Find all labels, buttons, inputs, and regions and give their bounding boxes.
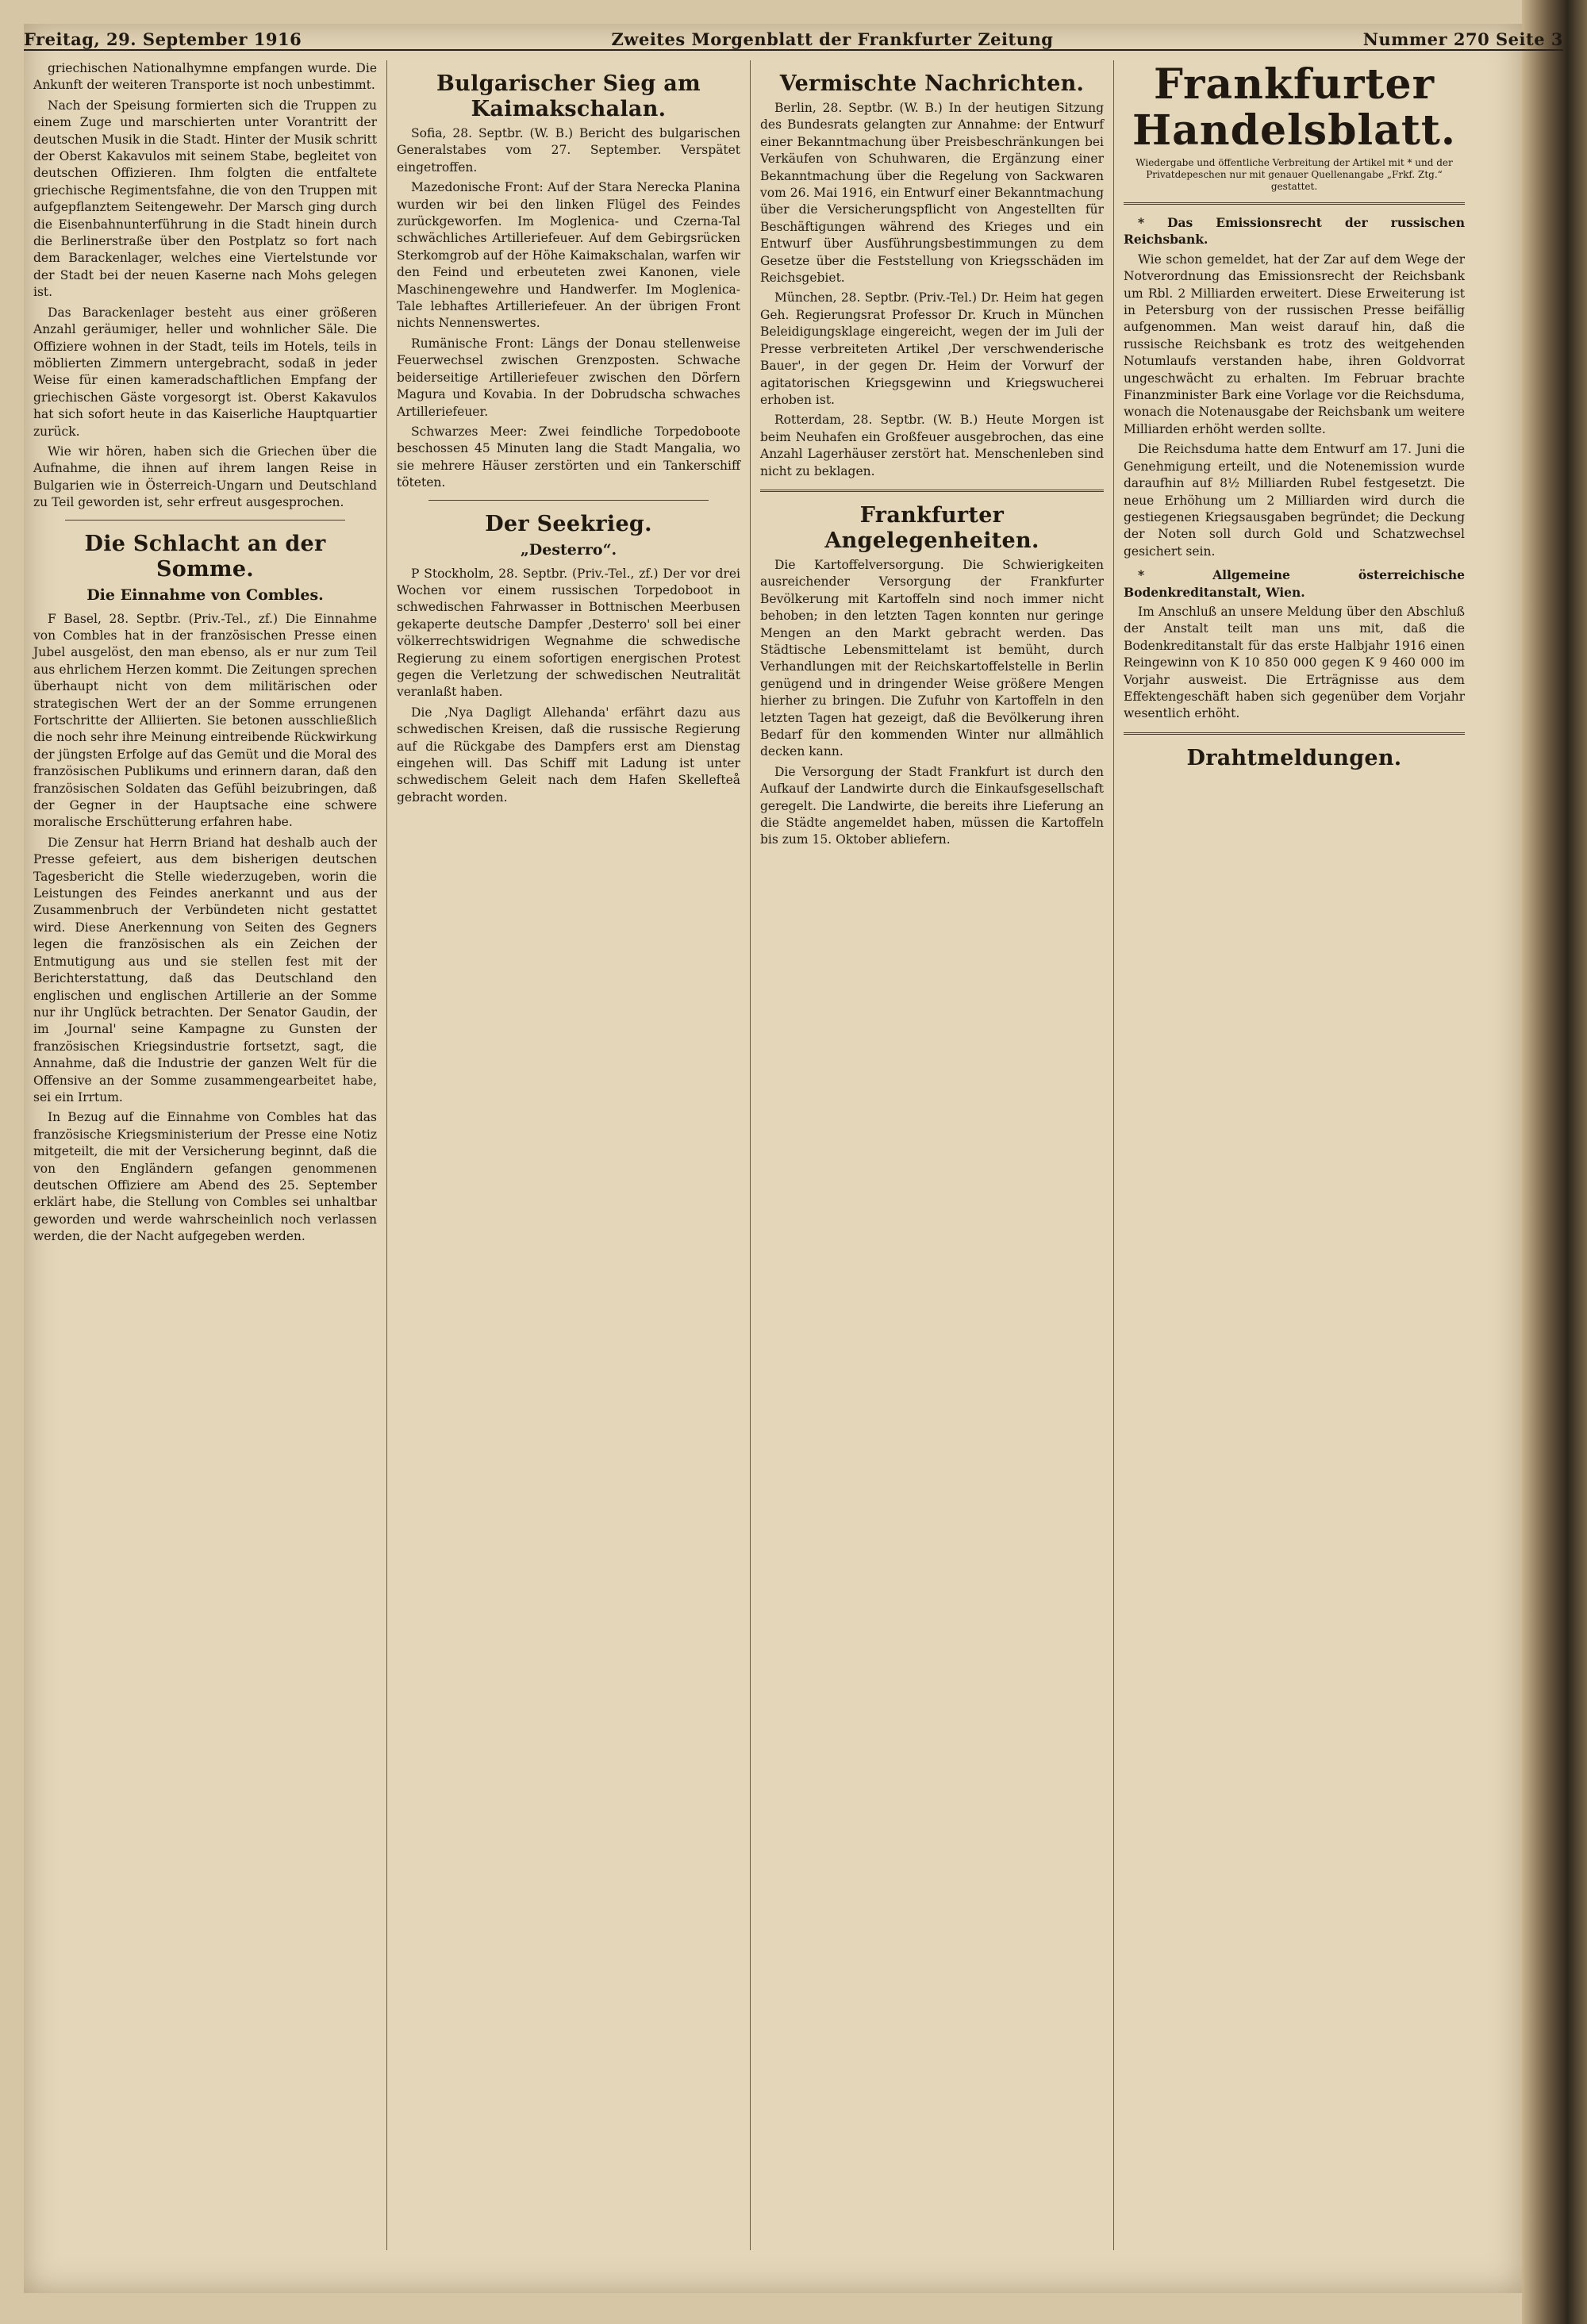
paragraph: Rotterdam, 28. Septbr. (W. B.) Heute Morgen ist beim Neuhafen ein Großfeuer ausgebrochen, das eine Anzahl Lagerhäuser zerstört hat. Menschenleben sind nicht zu beklagen. (760, 413, 1104, 478)
paragraph: F Basel, 28. Septbr. (Priv.-Tel., zf.) Die Einnahme von Combles hat in der französischen Presse einen Jubel ausgelöst, den man ebenso, als er nur zum Teil aus ehrlichem Herzen kommt. Die Zeitungen sprechen überhaupt nicht von dem militärischen oder strategischen Wert der an der Somme errungenen Fortschritte der Alliierten. Sie betonen ausschließlich die noch sehr ihre Meinung eintreibende Rückwirkung der jüngsten Erfolge auf das Gemüt und die Moral des französischen Publikums und erinnern daran, daß den französischen Soldaten das Gefühl beizubringen, daß der Gegner in der Hauptsache eine schwere moralische Erschütterung erfahren habe. (33, 611, 377, 830)
divider (1124, 202, 1465, 205)
article-heading: Frankfurter Angelegenheiten. (824, 502, 1039, 553)
paragraph: P Stockholm, 28. Septbr. (Priv.-Tel., zf.) Der vor drei Wochen vor einem russischen Torpedoboot in schwedischen Fahrwasser in Bottnischen Meerbusen gekaperte deutsche Dampfer ‚Desterro' soll bei einer völkerrechtswidrigen Wegnahme die schwedische Regierung zu einem sofortigen energischen Protest gegen die Verletzung der schwedischen Neutralität veranlaßt haben. (397, 566, 740, 700)
column-grid (24, 60, 1474, 2250)
running-header (24, 22, 1563, 51)
paragraph: Die ‚Nya Dagligt Allehanda' erfährt dazu aus schwedischen Kreisen, daß die russische Regierung auf die Rückgabe des Dampfers erst am Dienstag eingehen will. Das Schiff mit Ladung ist unter schwedischem Geleit nach dem Hafen Skellefteå gebracht worden. (397, 705, 740, 805)
paragraph: Die Kartoffelversorgung. Die Schwierigkeiten ausreichender Versorgung der Frankfurter Bevölkerung mit Kartoffeln sind noch immer nicht behoben; in den letzten Tagen konnten nur geringe Mengen an den Markt gebracht werden. Das Städtische Lebensmittelamt ist bemüht, durch Verhandlungen mit der Reichskartoffelstelle in Berlin genügend und in dringender Weise größere Mengen hierher zu bringen. Die Zufuhr von Kartoffeln in den letzten Tagen hat gezeigt, daß die Bevölkerung ihren Bedarf für den kommenden Winter nur allmählich decken kann. (760, 557, 1104, 759)
article-heading: * Allgemeine österreichische Bodenkreditanstalt, Wien. (1124, 567, 1465, 600)
column-1 (24, 60, 387, 2250)
paragraph: Rumänische Front: Längs der Donau stellenweise Feuerwechsel zwischen Grenzposten. Schwache beiderseitige Artilleriefeuer zwischen den Dörfern Magura und Kovabia. In der Dobrudscha schwaches Artilleriefeuer. (397, 336, 740, 419)
article-heading: * Das Emissionsrecht der russischen Reichsbank. (1124, 215, 1465, 248)
book-binding-gutter (1522, 0, 1587, 2324)
article-heading: Vermischte Nachrichten. (779, 71, 1085, 96)
paragraph: Im Anschluß an unsere Meldung über den Abschluß der Anstalt teilt man uns mit, daß die Bodenkreditanstalt für das erste Halbjahr 1916 einen Reingewinn von K 10 850 000 gegen K 9 460 000 im Vorjahr ausweist. Die Erträgnisse aus dem Effektengeschäft haben sich gegenüber dem Vorjahr wesentlich erhöht. (1124, 604, 1465, 721)
section-masthead: Frankfurter Handelsblatt. (1132, 60, 1457, 155)
article-subheading: Die Einnahme von Combles. (86, 586, 324, 604)
paragraph: München, 28. Septbr. (Priv.-Tel.) Dr. Heim hat gegen Geh. Regierungsrat Professor Dr. Kruch in München Beleidigungsklage eingereicht, wegen der im Juli der Presse verbreiteten Artikel ‚Der verschwenderische Bauer', in der gegen Dr. Heim der Vorwurf der agitatorischen Kriegsgewinn und Kriegswucherei erhoben ist. (760, 290, 1104, 407)
paragraph: Wie schon gemeldet, hat der Zar auf dem Wege der Notverordnung das Emissionsrecht der Reichsbank um Rbl. 2 Milliarden erweitert. Diese Erweiterung ist in Petersburg von der russischen Presse beifällig aufgenommen. Man weist darauf hin, daß die russische Reichsbank es trotz des weitgehenden Notumlaufs verstanden habe, ihren Goldvorrat ungeschwächt zu erhalten. Im Februar brachte Finanzminister Bark eine Vorlage vor die Reichsduma, wonach die Notenausgabe der Reichsbank um weitere Milliarden erhöht werden sollte. (1124, 252, 1465, 436)
paragraph: In Bezug auf die Einnahme von Combles hat das französische Kriegsministerium der Presse eine Notiz mitgeteilt, die mit der Versicherung beginnt, daß die von den Engländern gefangen genommenen deutschen Offiziere am Abend des 25. September erklärt habe, die Stellung von Combles sei unhaltbar geworden und werde wahrscheinlich noch verlassen werden, die der Nacht aufgegeben werden. (33, 1110, 377, 1244)
column-3 (751, 60, 1114, 2250)
divider (760, 490, 1104, 492)
paragraph: griechischen Nationalhymne empfangen wurde. Die Ankunft der weiteren Transporte ist noch unbestimmt. (33, 61, 377, 93)
header-page-number: Nummer 270 Seite 3 (1362, 29, 1563, 49)
column-4 (1114, 60, 1474, 2250)
header-title: Zweites Morgenblatt der Frankfurter Zeitung (611, 29, 1054, 49)
column-2 (387, 60, 751, 2250)
paragraph: Sofia, 28. Septbr. (W. B.) Bericht des bulgarischen Generalstabes vom 27. September. Verspätet eingetroffen. (397, 126, 740, 175)
paragraph: Die Versorgung der Stadt Frankfurt ist durch den Aufkauf der Landwirte durch die Einkaufsgesellschaft geregelt. Die Landwirte, die bereits ihre Lieferung an die Städte angemeldet haben, müssen die Kartoffeln bis zum 15. Oktober abliefern. (760, 764, 1104, 847)
paragraph: Das Barackenlager besteht aus einer größeren Anzahl geräumiger, heller und wohnlicher Säle. Die Offiziere wohnen in der Stadt, teils im Hotels, teils in möblierten Zimmern untergebracht, sodaß in jeder Weise für einen kameradschaftlichen Empfang der griechischen Gäste vorgesorgt ist. Oberst Kakavulos hat sich sofort heute in das Kaiserliche Hauptquartier zurück. (33, 305, 377, 439)
paragraph: Berlin, 28. Septbr. (W. B.) In der heutigen Sitzung des Bundesrats gelangten zur Annahme: der Entwurf einer Bekanntmachung über Preisbeschränkungen bei Verkäufen von Schuhwaren, die Ergänzung einer Bekanntmachung über die Regelung von Sackwaren vom 26. Mai 1916, ein Entwurf einer Bekanntmachung über die Versicherungspflicht von Angestellten für Beschäftigungen während des Krieges und ein Entwurf über Ausführungsbestimmungen zu dem Gesetze über die Feststellung von Kriegsschäden im Reichsgebiet. (760, 101, 1104, 286)
article-subheading: „Desterro“. (520, 540, 617, 559)
divider (1124, 732, 1465, 735)
article-heading: Der Seekrieg. (485, 511, 652, 536)
paragraph: Nach der Speisung formierten sich die Truppen zu einem Zuge und marschierten unter Vorantritt der deutschen Musik in die Stadt. Hinter der Musik schritt der Oberst Kakavulos mit seinem Stabe, begleitet von deutschen Offizieren. Ihm folgten die entfaltete griechische Regimentsfahne, die von den Truppen mit aufgepflanztem Seitengewehr. Der Marsch ging durch die Eisenbahnunterführung in die Stadt hinein durch die Berlinerstraße über den Postplatz so fort nach dem Barackenlager, welches eine Viertelstunde vor der Stadt bei der neuen Kaserne nach Mohs gelegen ist. (33, 98, 377, 300)
article-heading: Die Schlacht an der Somme. (84, 531, 326, 582)
article-heading: Bulgarischer Sieg am Kaimakschalan. (436, 71, 701, 121)
paragraph: Die Reichsduma hatte dem Entwurf am 17. Juni die Genehmigung erteilt, und die Notenemission wurde daraufhin auf 8½ Milliarden Rubel festgesetzt. Die neue Erhöhung um 2 Milliarden wird durch die gestiegenen Kriegsausgaben begründet; die Deckung der Noten soll durch Gold und Schatzwechsel gesichert sein. (1124, 442, 1465, 559)
paragraph: Die Zensur hat Herrn Briand hat deshalb auch der Presse gefeiert, aus dem bisherigen deutschen Tagesbericht die Stelle wiederzugeben, worin die Leistungen des Feindes anerkannt und aus der Zusammenbruch der Verbündeten nicht gestattet wird. Diese Anerkennung von Seiten des Gegners legen die französischen als ein Zeichen der Entmutigung aus und sie stellen fest mit der Berichterstattung, daß das Deutschland den englischen und englischen Artillerie an der Somme nur ihr Unglück betrachten. Der Senator Gaudin, der im ‚Journal' seine Kampagne zu Gunsten der französischen Kriegsindustrie fortsetzt, sagt, die Annahme, daß die Industrie der ganzen Welt für die Offensive an der Somme zusammengearbeitet habe, sei ein Irrtum. (33, 835, 377, 1104)
paragraph: Wie wir hören, haben sich die Griechen über die Aufnahme, die ihnen auf ihrem langen Reise in Bulgarien wie in Österreich-Ungarn und Deutschland zu Teil geworden ist, sehr erfreut ausgesprochen. (33, 444, 377, 510)
paragraph: Mazedonische Front: Auf der Stara Nerecka Planina wurden wir bei den linken Flügel des Feindes zurückgeworfen. Im Moglenica- und Czerna-Tal schwächliches Artilleriefeuer. Auf dem Gebirgsrücken Sterkomgrob auf der Höhe Kaimakschalan, warfen wir den Feind und erbeuteten zwei Kanonen, viele Maschinengewehre und Handwerfer. Im Moglenica-Tale lebhaftes Artilleriefeuer. An der übrigen Front nichts Nennenswertes. (397, 180, 740, 331)
header-date: Freitag, 29. September 1916 (24, 29, 302, 49)
article-heading: Drahtmeldungen. (1186, 745, 1402, 770)
masthead-subtitle: Wiedergabe und öffentliche Verbreitung der Artikel mit * und der Privatdepeschen nur mit genauer Quellenangabe „Frkf. Ztg.“ gestattet. (1135, 157, 1453, 192)
paragraph: Schwarzes Meer: Zwei feindliche Torpedoboote beschossen 45 Minuten lang die Stadt Mangalia, wo sie mehrere Häuser zerstörten und ein Tankerschiff töteten. (397, 424, 740, 490)
divider (428, 500, 709, 501)
